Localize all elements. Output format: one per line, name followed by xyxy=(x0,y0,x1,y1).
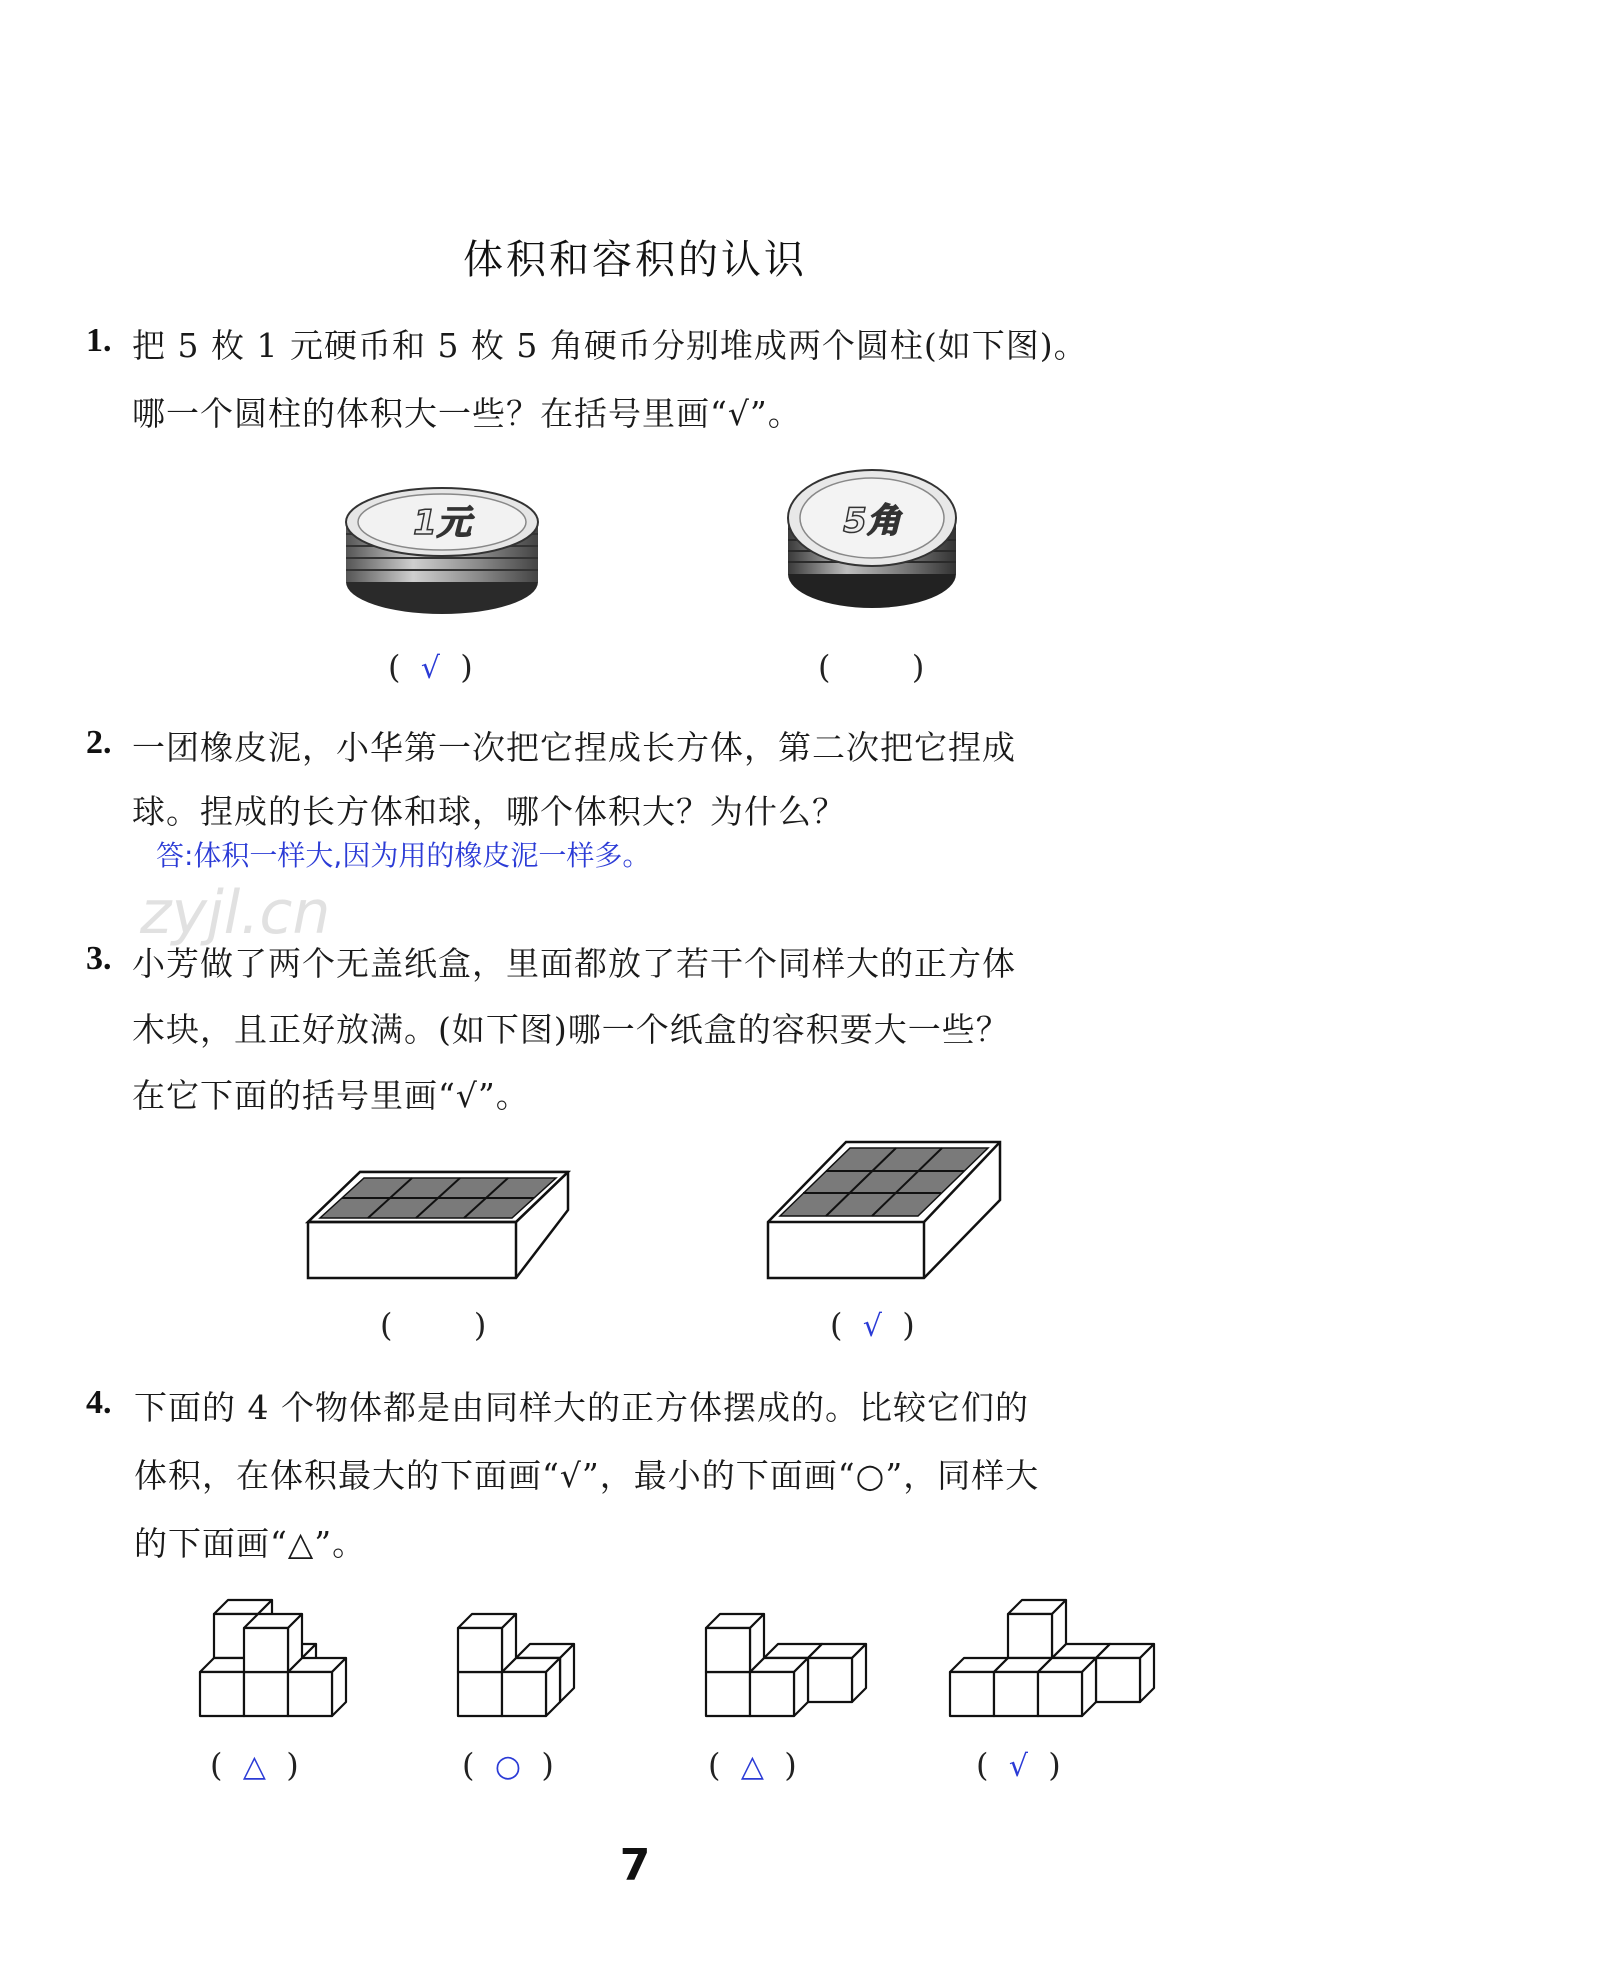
question-4-number: 4. xyxy=(86,1384,112,1421)
question-2-line-1: 一团橡皮泥，小华第一次把它捏成长方体，第二次把它捏成 xyxy=(132,728,1016,767)
question-4-answer-1: ( △ ) xyxy=(210,1746,299,1784)
coin-label-1yuan: 1元 xyxy=(413,503,471,543)
cube-figure-4-cube-7 xyxy=(1038,1658,1096,1716)
coin-stack-1yuan xyxy=(340,482,550,622)
question-4-line-1: 下面的 4 个物体都是由同样大的正方体摆成的。比较它们的 xyxy=(134,1388,1029,1427)
question-4-answer-3: ( △ ) xyxy=(708,1746,797,1784)
cube-figure-1-cube-7 xyxy=(244,1614,302,1672)
question-4-line-3: 的下面画“△”。 xyxy=(134,1524,367,1563)
question-3-line-1: 小芳做了两个无盖纸盒，里面都放了若干个同样大的正方体 xyxy=(132,944,1016,983)
question-3-line-2: 木块，且正好放满。(如下图)哪一个纸盒的容积要大一些？ xyxy=(132,1010,1010,1049)
question-1-answer-b: ( ) xyxy=(818,648,925,686)
cube-figure-4-cube-3 xyxy=(1096,1644,1154,1702)
page-number: 7 xyxy=(619,1840,651,1891)
page-title: 体积和容积的认识 xyxy=(463,237,807,283)
coin-stack-5jiao xyxy=(784,462,964,618)
question-4-mark-3: △ xyxy=(740,1749,764,1784)
question-3-mark-b: √ xyxy=(862,1309,882,1344)
paper-box-b xyxy=(766,1140,1006,1282)
paper-box-a xyxy=(306,1170,576,1282)
cube-figure-3-cube-2 xyxy=(808,1644,866,1702)
question-2-line-2: 球。捏成的长方体和球，哪个体积大？为什么？ xyxy=(132,792,846,831)
cube-figure-3-cube-5 xyxy=(706,1614,764,1672)
question-4-line-2: 体积，在体积最大的下面画“√”，最小的下面画“○”，同样大 xyxy=(134,1456,1040,1495)
question-1-mark-a: √ xyxy=(420,651,440,686)
cube-figure-3-cube-4 xyxy=(750,1658,808,1716)
question-4-mark-4: √ xyxy=(1008,1749,1028,1784)
question-1-number: 1. xyxy=(86,322,112,359)
question-4-mark-2: ○ xyxy=(494,1749,522,1784)
question-2-number: 2. xyxy=(86,724,112,761)
question-4-mark-1: △ xyxy=(242,1749,266,1784)
question-3-answer-a: ( ) xyxy=(380,1306,487,1344)
question-1-line-2: 哪一个圆柱的体积大一些？在括号里画“√”。 xyxy=(132,394,802,433)
watermark: zyjl.cn xyxy=(140,878,331,948)
question-4-answer-2: ( ○ ) xyxy=(462,1746,554,1784)
question-3-answer-b: ( √ ) xyxy=(830,1306,915,1344)
question-2-answer: 答:体积一样大,因为用的橡皮泥一样多。 xyxy=(156,839,651,872)
cube-figure-2-cube-3 xyxy=(502,1658,560,1716)
question-3-line-3: 在它下面的括号里画“√”。 xyxy=(132,1076,530,1115)
cube-figure-4-cube-4 xyxy=(1008,1600,1066,1658)
coin-label-5jiao: 5角 xyxy=(843,501,901,541)
cube-figures xyxy=(0,1580,1270,1730)
cube-figure-2-cube-4 xyxy=(458,1614,516,1672)
question-1-answer-a: ( √ ) xyxy=(388,648,473,686)
question-3-number: 3. xyxy=(86,940,112,977)
cube-figure-1-cube-6 xyxy=(288,1658,346,1716)
question-1-line-1: 把 5 枚 1 元硬币和 5 枚 5 角硬币分别堆成两个圆柱(如下图)。 xyxy=(132,326,1088,365)
question-4-answer-4: ( √ ) xyxy=(976,1746,1061,1784)
